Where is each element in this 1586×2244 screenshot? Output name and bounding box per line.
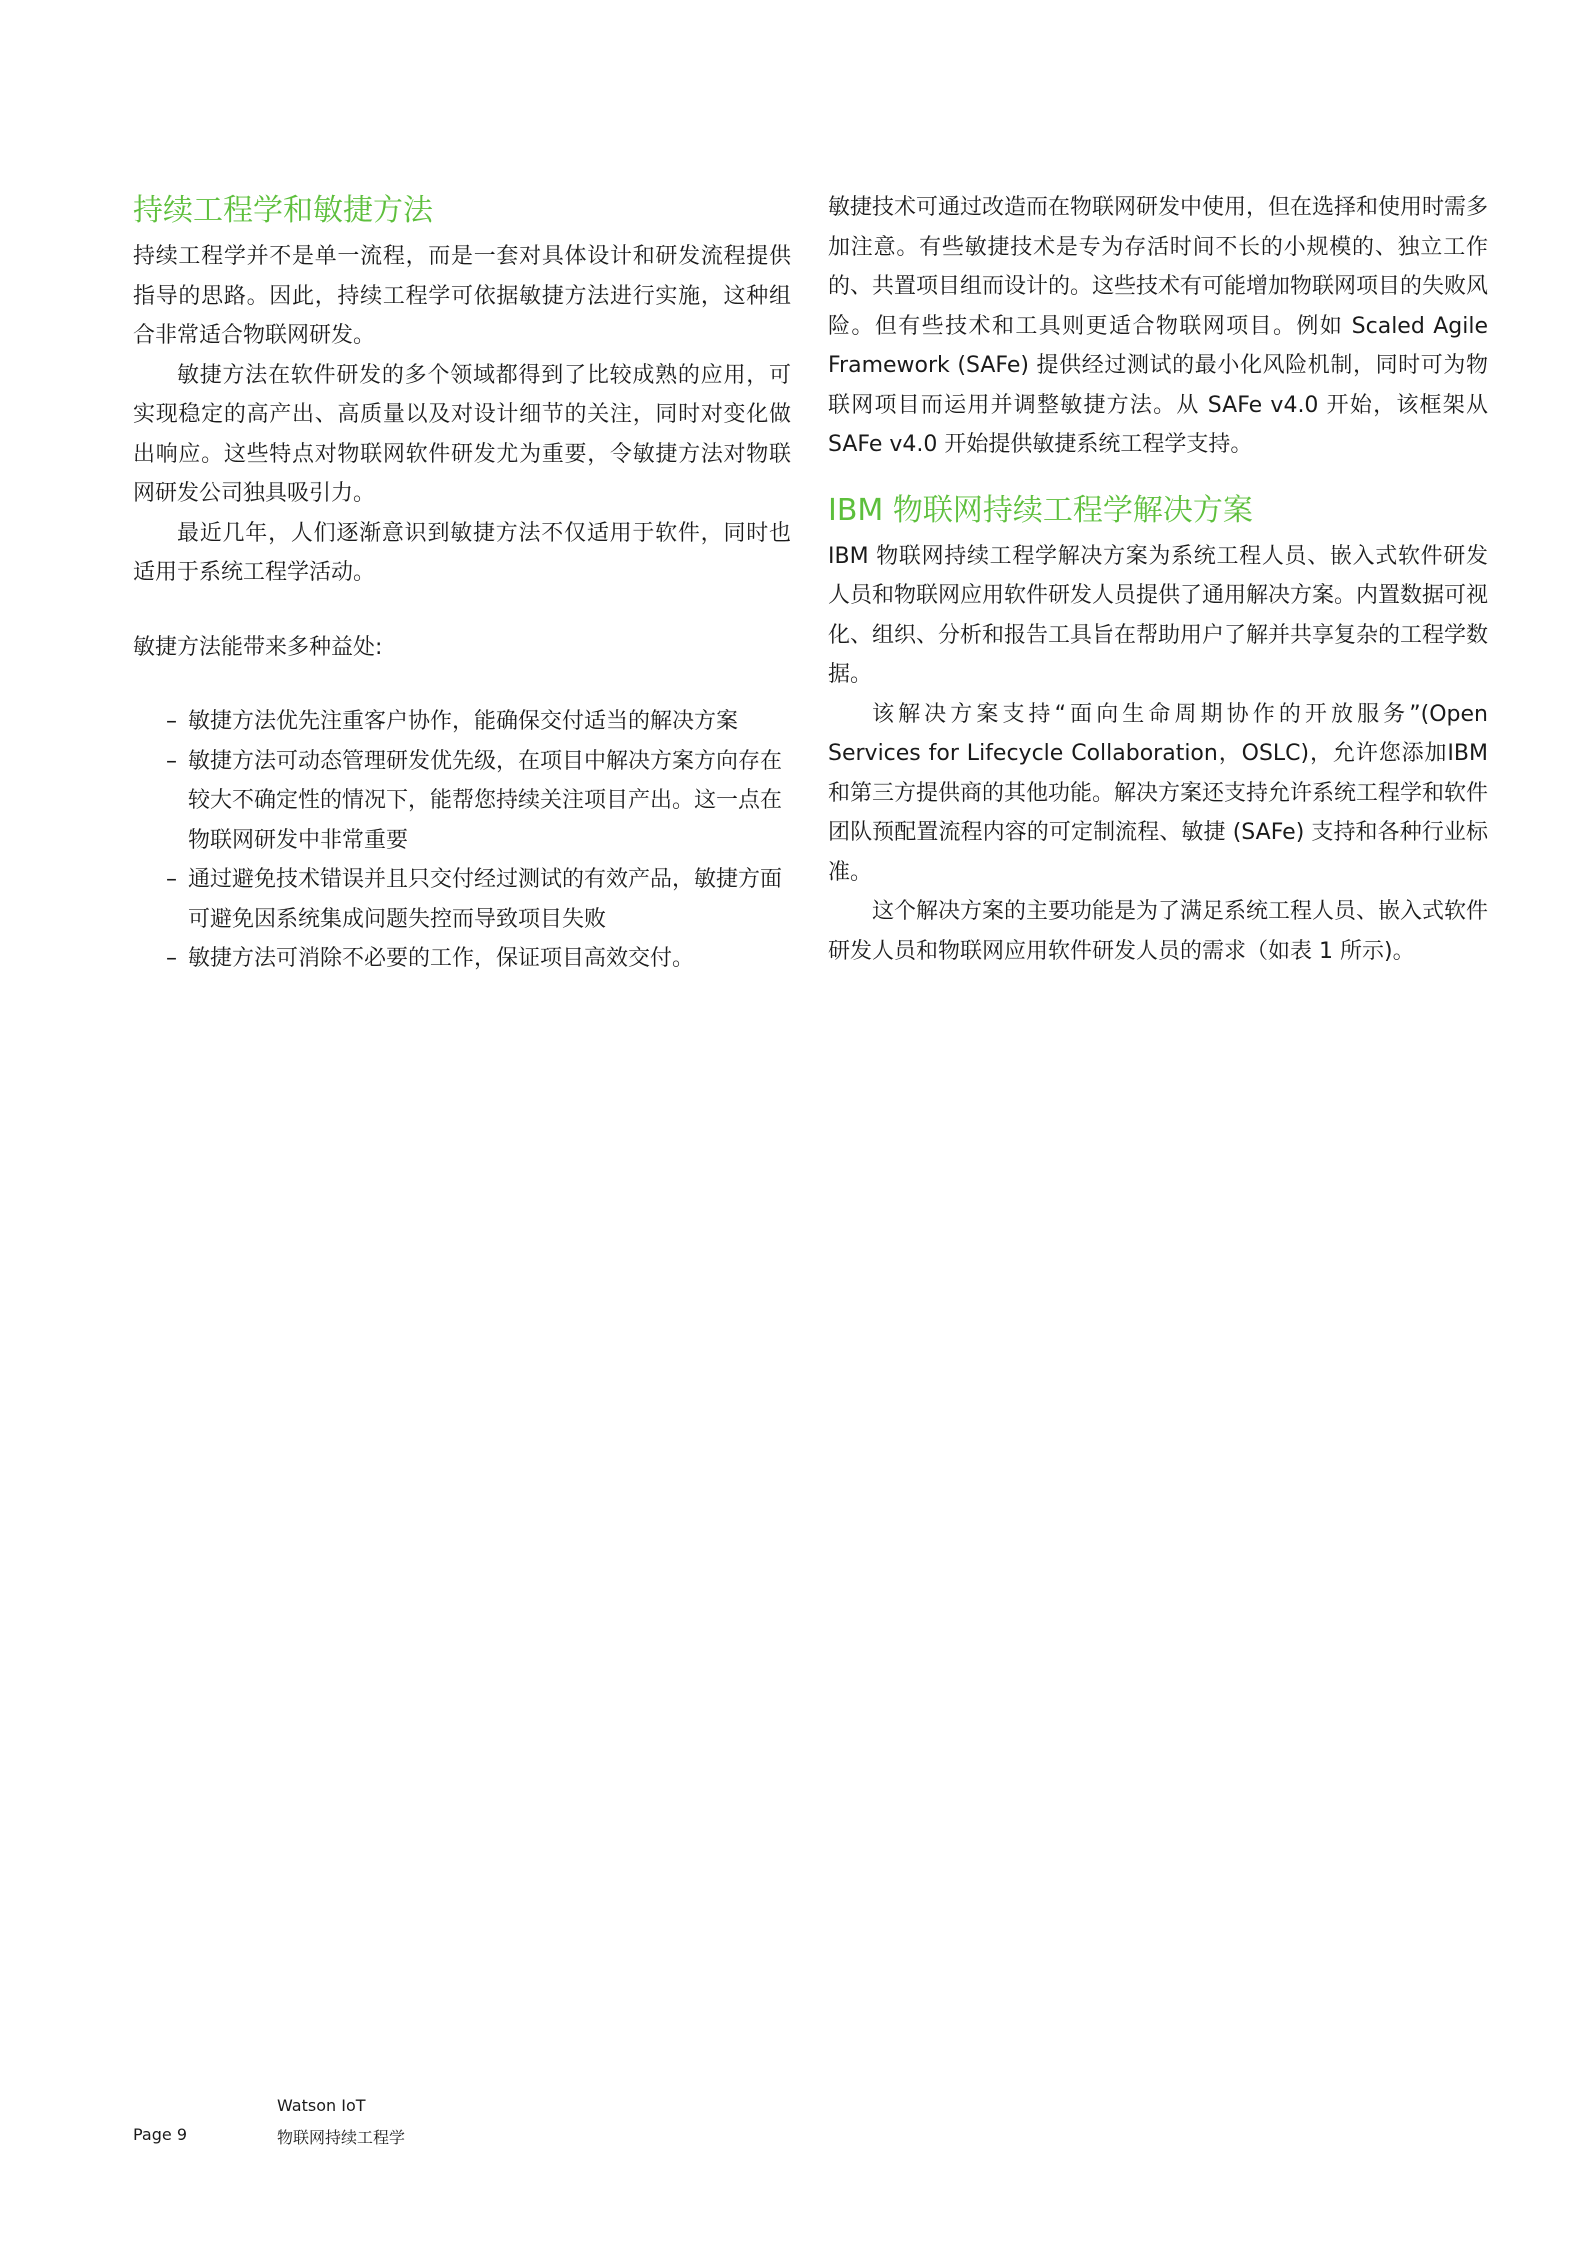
paragraph-agile-maturity: 敏捷方法在软件研发的多个领域都得到了比较成熟的应用，可实现稳定的高产出、高质量以及对设计细节的关注，同时对变化做出响应。这些特点对物联网软件研发尤为重要，令敏捷方法对物联网研发公司独具吸引力。 <box>133 362 791 506</box>
list-item: – 敏捷方法优先注重客户协作，能确保交付适当的解决方案 <box>166 702 791 742</box>
footer-brand: Watson IoT <box>277 2096 366 2115</box>
bullet-dash: – <box>166 709 177 734</box>
list-item: – 敏捷方法可动态管理研发优先级，在项目中解决方案方向存在较大不确定性的情况下，能帮您持续关注项目产出。这一点在物联网研发中非常重要 <box>166 742 791 861</box>
bullet-dash: – <box>166 867 177 892</box>
bullet-dash: – <box>166 946 177 971</box>
paragraph-main-functions: 这个解决方案的主要功能是为了满足系统工程人员、嵌入式软件研发人员和物联网应用软件研发人员的需求（如表 1 所示)。 <box>828 899 1489 964</box>
paragraph-ibm-solution: IBM 物联网持续工程学解决方案为系统工程人员、嵌入式软件研发人员和物联网应用软件研发人员提供了通用解决方案。内置数据可视化、组织、分析和报告工具旨在帮助用户了解并共享复杂的工程学数据。 <box>828 543 1489 687</box>
benefits-intro: 敏捷方法能带来多种益处: <box>133 634 383 660</box>
benefits-list <box>133 702 791 979</box>
right-column <box>828 188 1488 971</box>
page-footer <box>133 2093 733 2153</box>
paragraph-oslc: 该解决方案支持“面向生命周期协作的开放服务”(Open Services for Lifecycle Collaboration，OSLC)，允许您添加IBM和第三方提供商的其他功能。解决方案还支持允许系统工程学和软件团队预配置流程内容的可定制流程、敏捷 (SAFe) 支持和各种行业标准。 <box>828 701 1489 885</box>
section-heading-agile: 持续工程学和敏捷方法 <box>133 193 433 228</box>
list-item: – 通过避免技术错误并且只交付经过测试的有效产品，敏捷方面可避免因系统集成问题失控而导致项目失败 <box>166 860 791 939</box>
page-number: Page 9 <box>133 2125 187 2144</box>
list-item: – 敏捷方法可消除不必要的工作，保证项目高效交付。 <box>166 939 791 979</box>
footer-document-title: 物联网持续工程学 <box>277 2128 406 2147</box>
paragraph-intro: 持续工程学并不是单一流程，而是一套对具体设计和研发流程提供指导的思路。因此，持续工程学可依据敏捷方法进行实施，这种组合非常适合物联网研发。 <box>133 244 791 348</box>
bullet-dash: – <box>166 748 177 774</box>
paragraph-recent-years: 最近几年，人们逐渐意识到敏捷方法不仅适用于软件，同时也适用于系统工程学活动。 <box>133 520 791 585</box>
left-column <box>133 185 791 979</box>
paragraph-agile-techniques: 敏捷技术可通过改造而在物联网研发中使用，但在选择和使用时需多加注意。有些敏捷技术是专为存活时间不长的小规模的、独立工作的、共置项目组而设计的。这些技术有可能增加物联网项目的失败风险。但有些技术和工具则更适合物联网项目。例如 Scaled Agile Framework (SAFe) 提供经过测试的最小化风险机制，同时可为物联网项目而运用并调整敏捷方法。从 SAFe v4.0 开始，该框架从 SAFe v4.0 开始提供敏捷系统工程学支持。 <box>828 195 1489 457</box>
section-heading-ibm-solution: IBM 物联网持续工程学解决方案 <box>828 492 1253 528</box>
